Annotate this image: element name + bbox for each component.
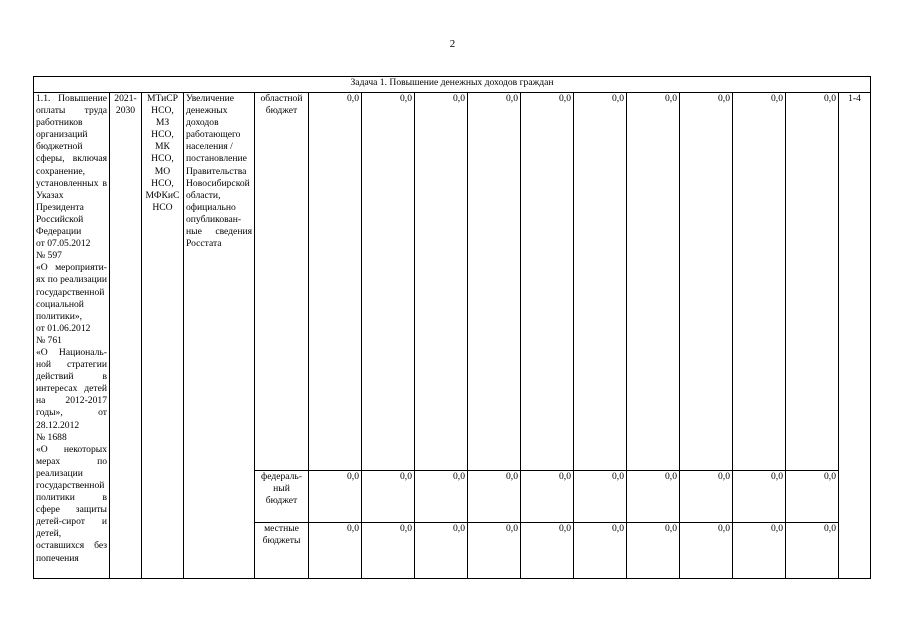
task-header-row: [34, 77, 871, 93]
indicator-code: 1-4: [839, 93, 871, 579]
funding-value: 0,0: [521, 93, 574, 471]
task-title: Задача 1. Повышение денежных доходов граждан: [34, 77, 871, 93]
funding-value: 0,0: [733, 93, 786, 471]
funding-value: 0,0: [574, 523, 627, 579]
funding-value: 0,0: [362, 93, 415, 471]
funding-value: 0,0: [362, 523, 415, 579]
measure-period: 2021- 2030: [110, 93, 142, 579]
funding-value: 0,0: [415, 523, 468, 579]
funding-value: 0,0: [680, 93, 733, 471]
measure-name: 1.1. Повышение оплаты труда работников организаций бюджетной сферы, включая сохранение, установленных в Указах Президента Российской Федерации от 07.05.2012 № 597 «О мероприяти-ях по реализации государственной социальной политики», от 01.06.2012 № 761 «О Националь-ной стратегии действий в интересах детей на 2012-2017 годы», от 28.12.2012 № 1688 «О некоторых мерах по реализации государственной политики в сфере защиты детей-сирот и детей, оставшихся без попечения: [34, 93, 110, 579]
funding-value: 0,0: [309, 523, 362, 579]
funding-row-regional: [34, 93, 871, 471]
funding-value: 0,0: [309, 93, 362, 471]
funding-source: федераль- ный бюджет: [255, 471, 309, 523]
funding-value: 0,0: [574, 93, 627, 471]
funding-value: 0,0: [786, 523, 839, 579]
funding-value: 0,0: [680, 523, 733, 579]
funding-value: 0,0: [468, 471, 521, 523]
funding-value: 0,0: [309, 471, 362, 523]
funding-value: 0,0: [468, 93, 521, 471]
funding-value: 0,0: [521, 471, 574, 523]
measure-result: Увеличение денежных доходов работающего населения / постановление Правительства Новосибирской области, официально опубликован-ные сведения Росстата: [184, 93, 255, 579]
measure-executors: МТиСР НСО, МЗ НСО, МК НСО, МО НСО, МФКиС НСО: [142, 93, 184, 579]
funding-value: 0,0: [415, 471, 468, 523]
funding-value: 0,0: [521, 523, 574, 579]
funding-value: 0,0: [468, 523, 521, 579]
funding-value: 0,0: [733, 471, 786, 523]
page-number: 2: [449, 38, 456, 50]
funding-value: 0,0: [733, 523, 786, 579]
funding-value: 0,0: [627, 471, 680, 523]
funding-value: 0,0: [680, 471, 733, 523]
funding-source: местные бюджеты: [255, 523, 309, 579]
measures-table: [33, 76, 871, 579]
funding-value: 0,0: [627, 93, 680, 471]
funding-value: 0,0: [574, 471, 627, 523]
funding-value: 0,0: [786, 471, 839, 523]
funding-source: областной бюджет: [255, 93, 309, 471]
funding-value: 0,0: [415, 93, 468, 471]
funding-value: 0,0: [362, 471, 415, 523]
funding-value: 0,0: [786, 93, 839, 471]
funding-value: 0,0: [627, 523, 680, 579]
